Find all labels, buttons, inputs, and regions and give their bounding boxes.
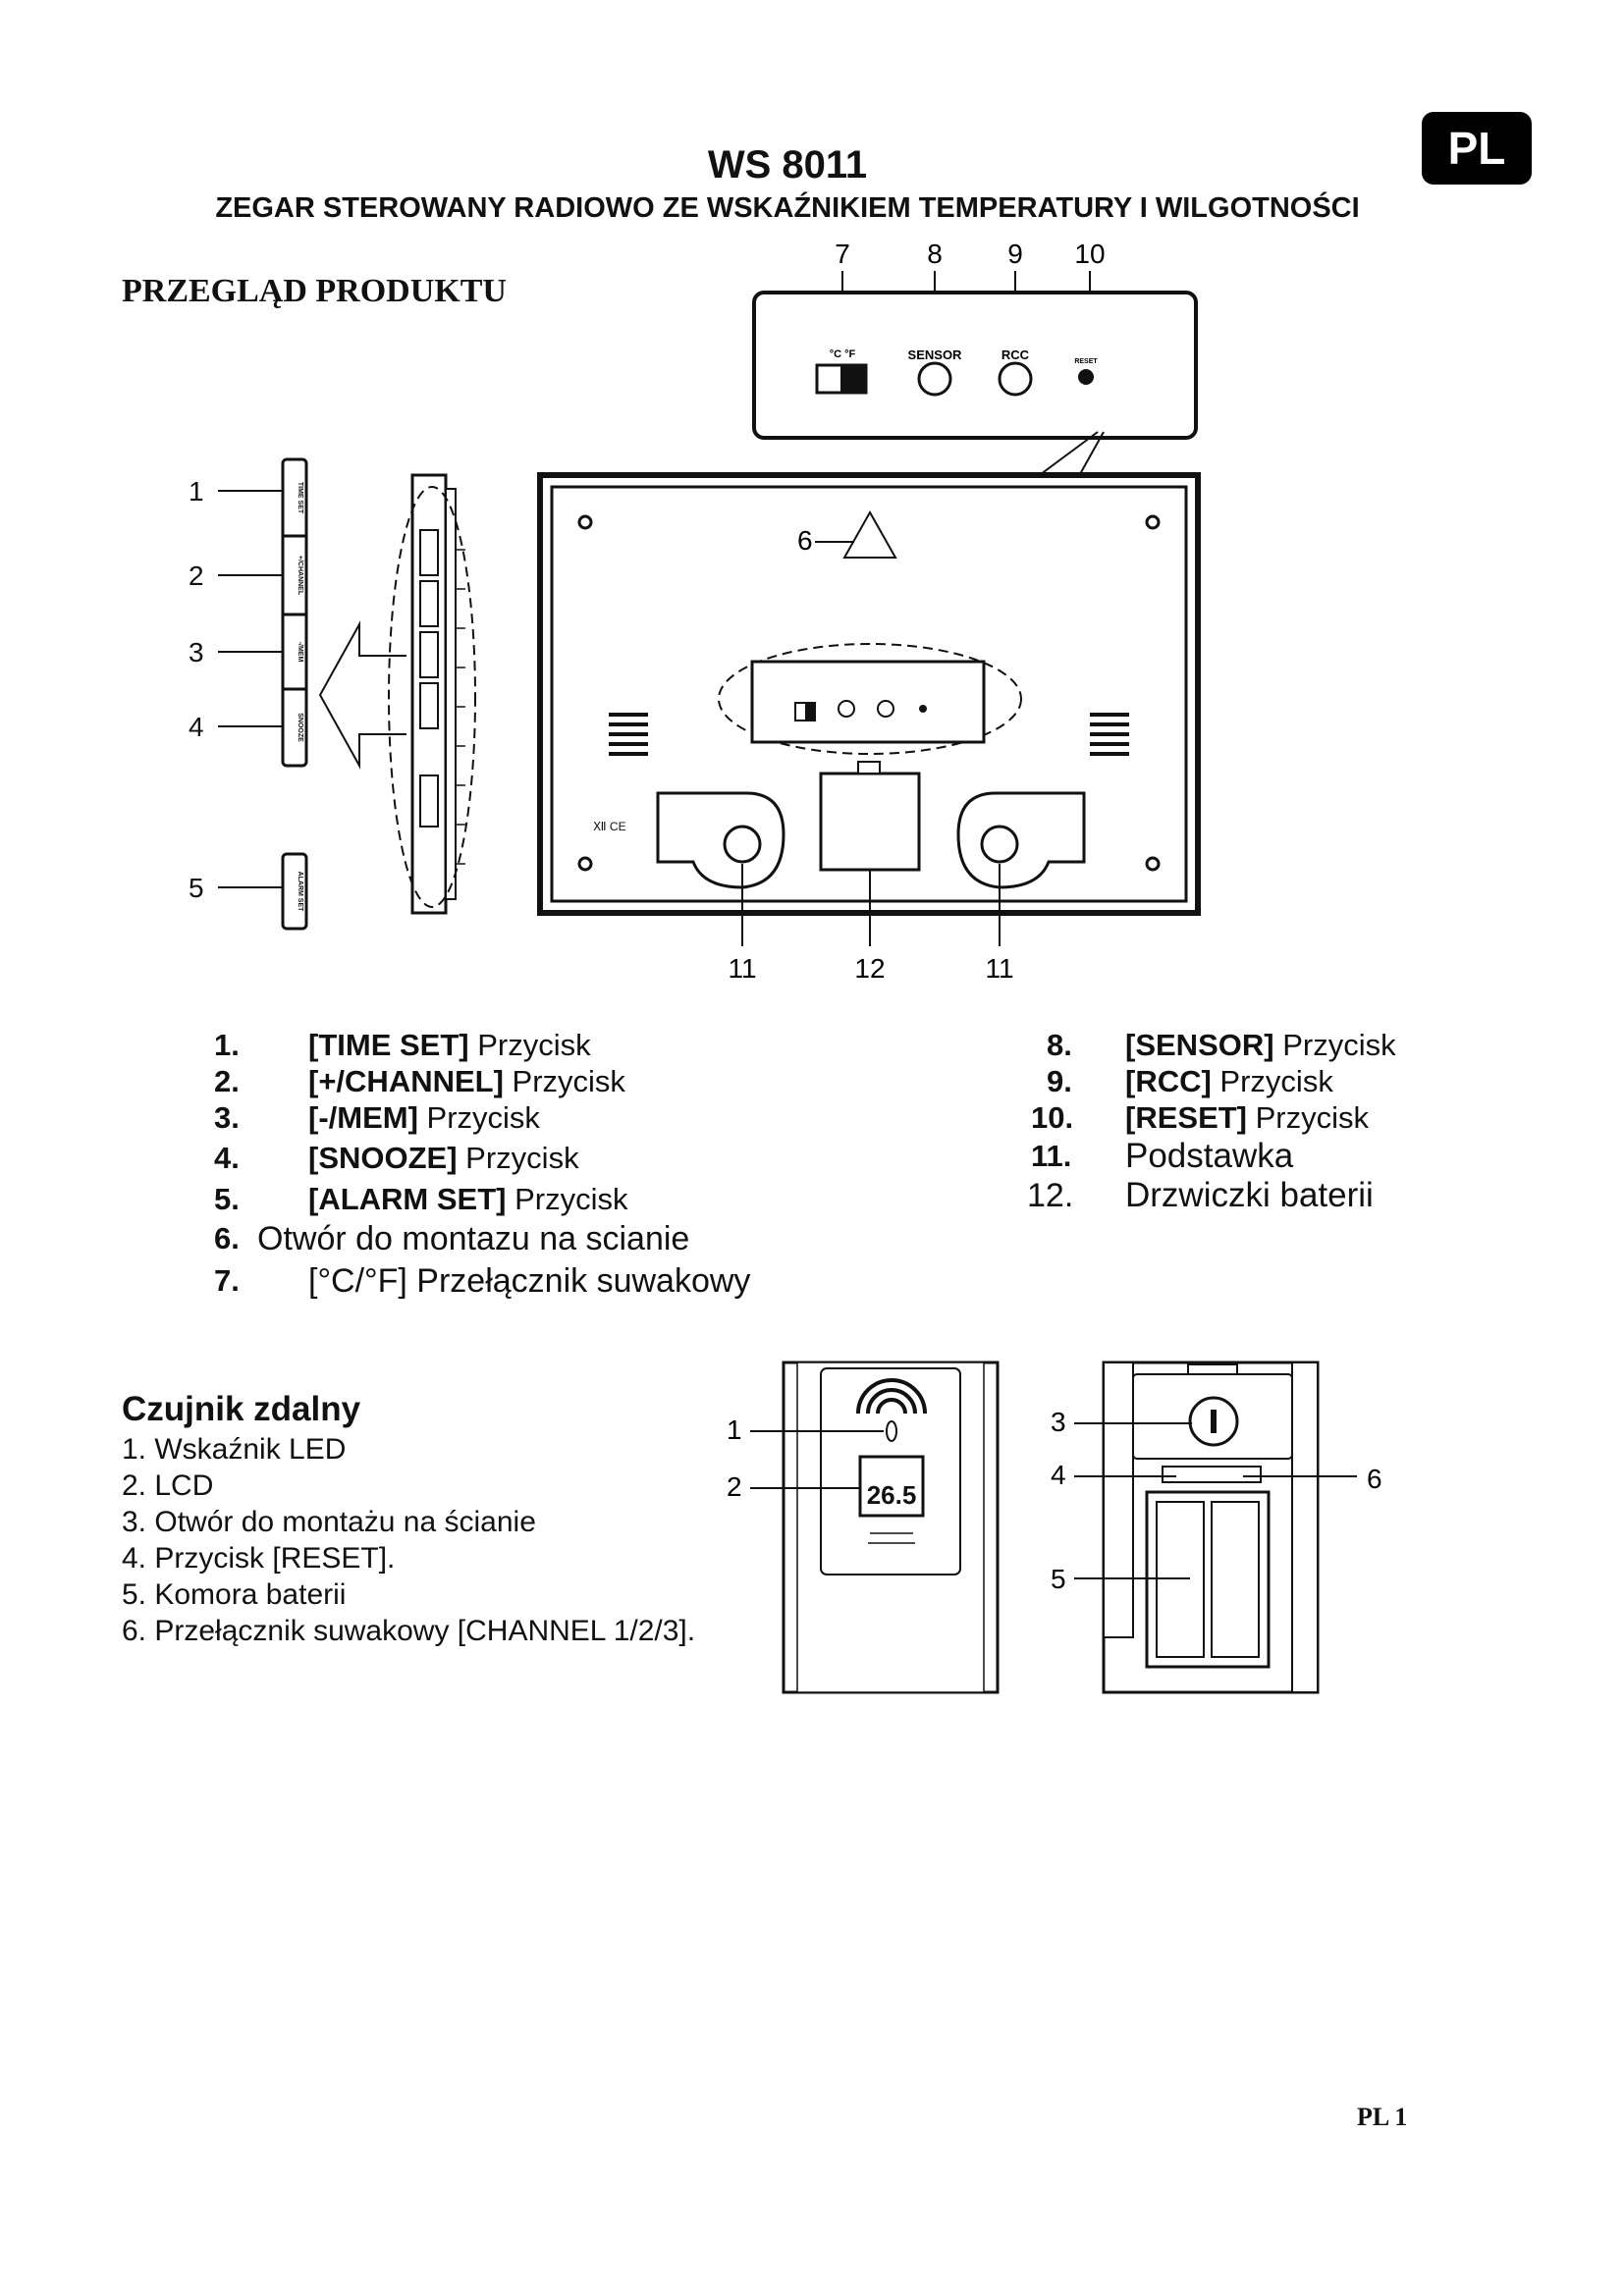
callout-8: 8 bbox=[927, 239, 943, 269]
language-badge: PL bbox=[1422, 112, 1532, 185]
cf-label: °C °F bbox=[829, 348, 856, 360]
sensor-panel-label: SENSOR bbox=[907, 347, 962, 362]
mem-side-label: -/MEM bbox=[297, 641, 303, 663]
callout-3: 3 bbox=[189, 637, 204, 667]
alarm-set-side-label: ALARM SET bbox=[297, 871, 303, 912]
callout-7: 7 bbox=[835, 239, 850, 269]
snooze-side-label: SNOOZE bbox=[297, 713, 303, 742]
legend-item: 10. [RESET] Przycisk bbox=[1031, 1100, 1369, 1135]
legend-item: 11. Podstawka bbox=[1031, 1137, 1294, 1175]
sensor-callout-4: 4 bbox=[1051, 1460, 1066, 1490]
time-set-side-label: TIME SET bbox=[297, 481, 303, 514]
list-item: 3. Otwór do montażu na ścianie bbox=[122, 1506, 536, 1538]
legend-item: 6. Otwór do montazu na scianie bbox=[214, 1220, 690, 1257]
callout-4: 4 bbox=[189, 712, 204, 742]
document-title: WS 8011 bbox=[707, 143, 868, 187]
sensor-section-title: Czujnik zdalny bbox=[122, 1390, 361, 1428]
side-buttons bbox=[283, 459, 306, 929]
sensor-front-view bbox=[784, 1362, 998, 1692]
list-item: 5. Komora baterii bbox=[122, 1578, 347, 1611]
callout-11-left: 11 bbox=[728, 953, 757, 984]
sensor-lcd-value: 26.5 bbox=[866, 1480, 917, 1510]
legend-item: 2. [+/CHANNEL] Przycisk bbox=[214, 1064, 625, 1098]
control-panel-zoom bbox=[754, 293, 1196, 438]
callout-11-right: 11 bbox=[985, 953, 1014, 984]
legend-item: 5. [ALARM SET] Przycisk bbox=[214, 1182, 628, 1216]
reset-button-zoom[interactable] bbox=[1078, 369, 1094, 385]
callout-10: 10 bbox=[1074, 239, 1106, 269]
rcc-button-zoom[interactable] bbox=[1000, 363, 1031, 395]
direction-arrow bbox=[320, 624, 406, 766]
svg-text:Ⅻ CE: Ⅻ CE bbox=[593, 820, 626, 833]
callout-12: 12 bbox=[854, 953, 886, 984]
callout-5: 5 bbox=[189, 873, 204, 903]
page-number: PL 1 bbox=[1357, 2103, 1408, 2131]
list-item: 1. Wskaźnik LED bbox=[122, 1433, 347, 1466]
section-title: PRZEGLĄD PRODUKTU bbox=[122, 273, 507, 309]
sensor-callout-6: 6 bbox=[1367, 1464, 1382, 1494]
channel-side-label: +/CHANNEL bbox=[297, 555, 303, 596]
sensor-callout-5: 5 bbox=[1051, 1564, 1066, 1594]
callout-9: 9 bbox=[1007, 239, 1023, 269]
product-diagram bbox=[0, 0, 1624, 1001]
callout-1: 1 bbox=[189, 476, 204, 507]
sensor-callout-3: 3 bbox=[1051, 1407, 1066, 1437]
callout-2: 2 bbox=[189, 561, 204, 591]
legend-item: 3. [-/MEM] Przycisk bbox=[214, 1100, 540, 1135]
legend-item: 8. [SENSOR] Przycisk bbox=[1047, 1028, 1396, 1062]
list-item: 6. Przełącznik suwakowy [CHANNEL 1/2/3]. bbox=[122, 1615, 696, 1647]
document-subtitle: ZEGAR STEROWANY RADIOWO ZE WSKAŹNIKIEM TEMPERATURY I WILGOTNOŚCI bbox=[215, 192, 1360, 224]
legend-item: 12. Drzwiczki baterii bbox=[1027, 1176, 1374, 1214]
list-item: 2. LCD bbox=[122, 1469, 214, 1502]
sensor-back-view bbox=[1104, 1362, 1318, 1692]
clock-back-view bbox=[540, 475, 1198, 913]
legend-item: 1. [TIME SET] Przycisk bbox=[214, 1028, 591, 1062]
rcc-panel-label: RCC bbox=[1001, 347, 1030, 362]
sensor-callout-1: 1 bbox=[727, 1415, 742, 1445]
legend-item: 7. [°C/°F] Przełącznik suwakowy bbox=[214, 1262, 751, 1300]
sensor-button-zoom[interactable] bbox=[919, 363, 950, 395]
reset-panel-label: RESET bbox=[1074, 358, 1098, 365]
legend-item: 4. [SNOOZE] Przycisk bbox=[214, 1141, 579, 1175]
callout-6: 6 bbox=[797, 525, 813, 556]
list-item: 4. Przycisk [RESET]. bbox=[122, 1542, 396, 1575]
sensor-diagram bbox=[0, 1335, 1624, 1728]
sensor-callout-2: 2 bbox=[727, 1471, 742, 1502]
legend-item: 9. [RCC] Przycisk bbox=[1047, 1064, 1333, 1098]
led-indicator bbox=[887, 1421, 896, 1441]
